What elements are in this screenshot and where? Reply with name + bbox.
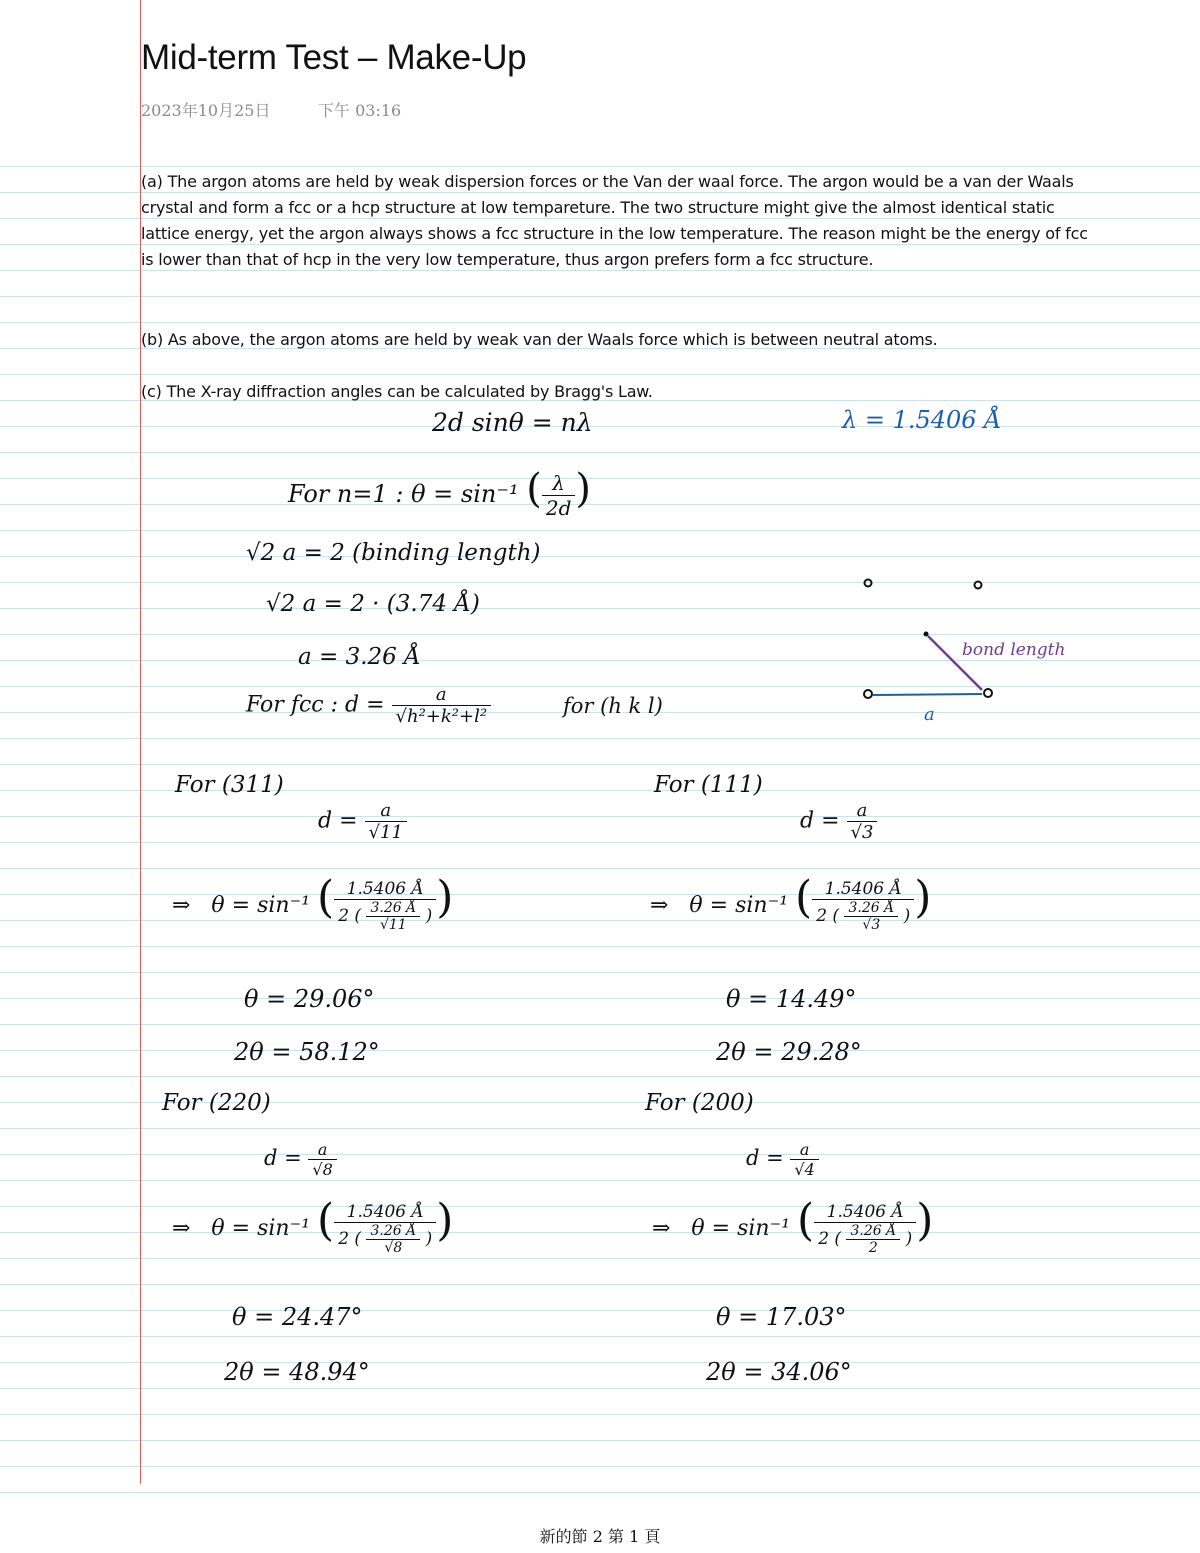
plane-220-heading: For (220): [162, 1090, 271, 1116]
atom-face-center: [924, 632, 929, 637]
plane-111-d: d = $\frac{a}{√3}$: [800, 800, 877, 843]
page-title[interactable]: Mid-term Test – Make-Up: [141, 38, 527, 77]
page-footer: 新的節 2 第 1 頁: [539, 1527, 661, 1546]
plane-111-heading: For (111): [654, 772, 763, 798]
fcc-for: for (h k l): [563, 694, 663, 718]
page-time: 下午 03:16: [318, 101, 402, 120]
bond-line-2: √2 a = 2 · (3.74 Å): [266, 591, 480, 617]
atom-top-left: [865, 580, 872, 587]
plane-220-theta: θ = 24.47°: [232, 1303, 363, 1331]
fcc-num: a: [392, 684, 492, 706]
arrow-icon: ⇒: [172, 1216, 191, 1241]
wavelength-value: λ = 1.5406 Å: [842, 406, 1002, 434]
page-date: 2023年10月25日: [141, 101, 271, 120]
bond-length-label: bond length: [962, 640, 1066, 660]
fcc-lead: For fcc : d =: [246, 692, 385, 718]
plane-311-two-theta: 2θ = 58.12°: [234, 1038, 380, 1066]
arrow-icon: ⇒: [172, 893, 191, 918]
plane-200-heading: For (200): [645, 1090, 754, 1116]
answer-a[interactable]: (a) The argon atoms are held by weak dispersion forces or the Van der waal force. The argon would be a van der Waals crystal and form a fcc or a hcp structure at low tempareture. The two structure might give the almost identical static lattice energy, yet the argon always shows a fcc structure in the low temperature. The reason might be the energy of fcc is lower than that of hcp in the very low temperature, thus argon prefers form a fcc structure.: [141, 172, 1088, 269]
fcc-formula: [246, 684, 491, 727]
answer-b[interactable]: (b) As above, the argon atoms are held by weak van der Waals force which is between neutral atoms.: [141, 330, 938, 349]
bond-line-1: √2 a = 2 (binding length): [246, 540, 541, 566]
fcc-den: √h²+k²+l²: [395, 706, 488, 727]
plane-111-two-theta: 2θ = 29.28°: [716, 1038, 862, 1066]
plane-111-theta-eq: ⇒ θ = sin⁻¹ ( 1.5406 Å 2 ( $\frac{3.26 Å}{√3}$ ) ): [650, 872, 932, 933]
plane-311-heading: For (311): [175, 772, 284, 798]
plane-200-d: d = $\frac{a}{√4}$: [746, 1140, 819, 1179]
arrow-icon: ⇒: [650, 893, 669, 918]
plane-311-theta: θ = 29.06°: [244, 985, 375, 1013]
plane-200-theta: θ = 17.03°: [716, 1303, 847, 1331]
n1-equation: For n=1 : θ = sin⁻¹ ( $\frac{\lambda}{2d}$ ): [288, 466, 592, 520]
atom-bottom-left: [864, 690, 872, 698]
plane-220-d: d = $\frac{a}{√8}$: [264, 1140, 337, 1179]
answer-c[interactable]: (c) The X-ray diffraction angles can be calculated by Bragg's Law.: [141, 382, 653, 401]
plane-311-d: d = $\frac{a}{√11}$: [318, 800, 407, 843]
plane-111-theta: θ = 14.49°: [726, 985, 857, 1013]
arrow-icon: ⇒: [652, 1216, 671, 1241]
n1-lead: For n=1 : θ = sin⁻¹: [288, 480, 519, 508]
n1-den: 2d: [545, 496, 572, 520]
plane-200-two-theta: 2θ = 34.06°: [706, 1358, 852, 1386]
atom-bottom-right: [984, 689, 992, 697]
bond-line-3: a = 3.26 Å: [298, 644, 421, 670]
plane-200-theta-eq: ⇒ θ = sin⁻¹ ( 1.5406 Å 2 ( $\frac{3.26 Å}{2}$ ) ): [652, 1195, 934, 1256]
plane-220-theta-eq: ⇒ θ = sin⁻¹ ( 1.5406 Å 2 ( $\frac{3.26 Å}{√8}$ ) ): [172, 1195, 454, 1256]
lattice-constant-label: a: [924, 704, 935, 725]
n1-num: λ: [542, 471, 576, 496]
atom-top-right: [975, 582, 982, 589]
bragg-equation: 2d sinθ = nλ: [432, 408, 593, 437]
plane-220-two-theta: 2θ = 48.94°: [224, 1358, 370, 1386]
lattice-edge-line: [873, 694, 982, 695]
plane-311-theta-eq: ⇒ θ = sin⁻¹ ( 1.5406 Å 2 ( $\frac{3.26 Å}{√11}$ ) ): [172, 872, 454, 933]
